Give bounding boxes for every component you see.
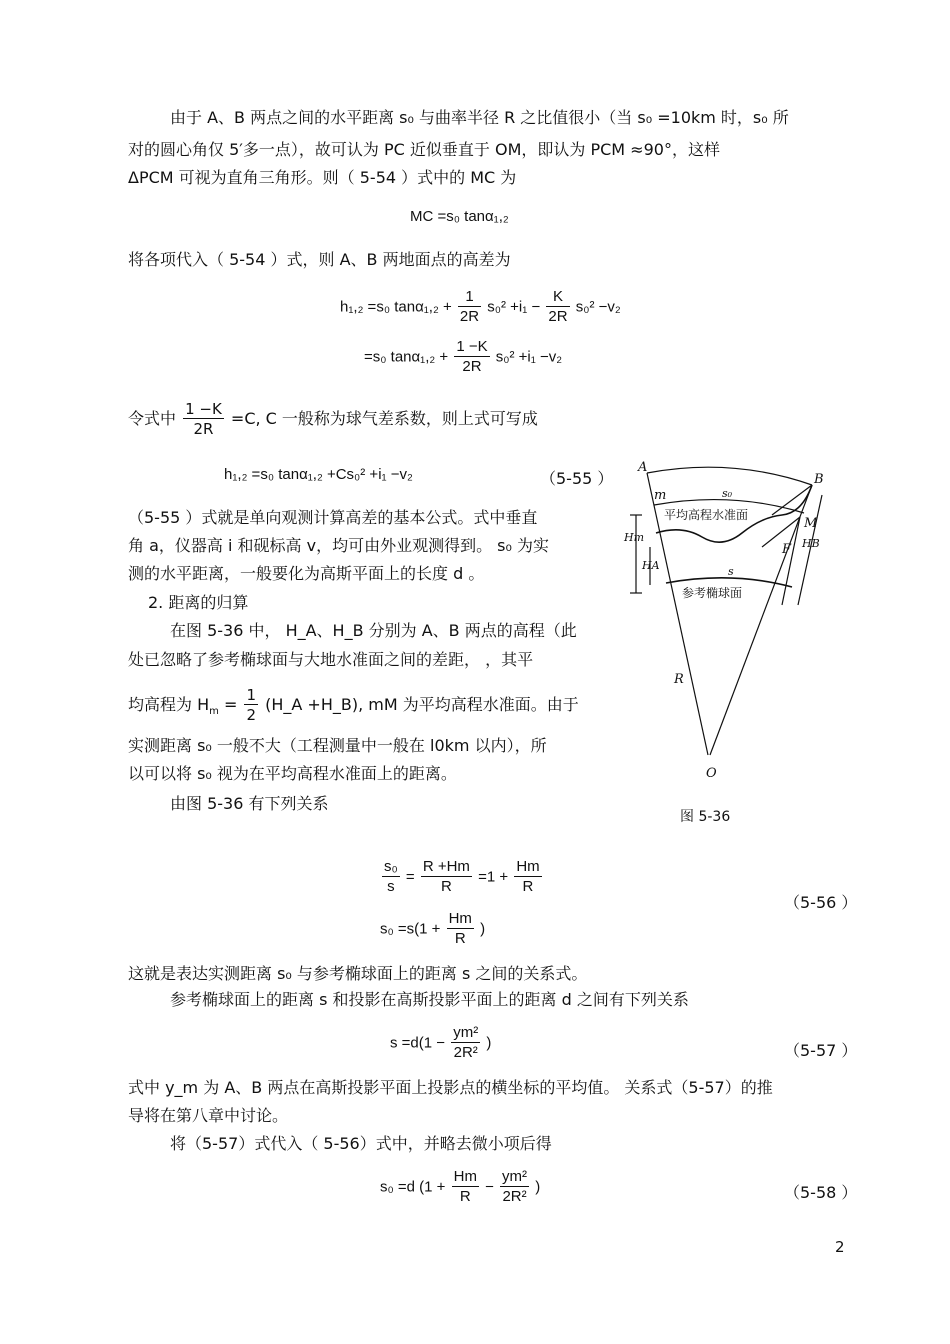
height-bar bbox=[782, 517, 800, 605]
equation-number: （5-57 ） bbox=[784, 1041, 858, 1060]
label-F: F bbox=[782, 542, 792, 557]
paragraph-line: 对的圆心角仅 5′多一点），故可认为 PC 近似垂直于 OM，即认为 PCM ≈90°，这样 bbox=[128, 140, 720, 159]
equation-h12-line1: h₁,₂ =s₀ tanα₁,₂ + $\frac{1}{2R}$ s₀² +i₁ − $\frac{K}{2R}$ s₀² −v₂ bbox=[340, 288, 621, 325]
paragraph-line: 将各项代入（ 5-54 ）式，则 A、B 两地面点的高差为 bbox=[128, 250, 511, 269]
label-M: M bbox=[804, 516, 818, 531]
paragraph-line: 以可以将 s₀ 视为在平均高程水准面上的距离。 bbox=[128, 764, 457, 783]
paragraph-line: 实测距离 s₀ 一般不大（工程测量中一般在 l0km 以内），所 bbox=[128, 736, 547, 755]
paragraph-line: 式中 y_m 为 A、B 两点在高斯投影平面上投影点的横坐标的平均值。 关系式（5-57）的推 bbox=[128, 1078, 773, 1097]
paragraph-line: （5-55 ）式就是单向观测计算高差的基本公式。式中垂直 bbox=[128, 508, 538, 527]
paragraph-line: 由图 5-36 有下列关系 bbox=[170, 794, 329, 813]
equation-number: （5-58 ） bbox=[784, 1183, 858, 1202]
equation-5-57: s =d(1 − $\frac{\text{ym²}}{\text{2R²}}$ ) bbox=[390, 1024, 492, 1061]
section-heading: 2. 距离的归算 bbox=[148, 593, 249, 612]
label-mean-surface: 平均高程水准面 bbox=[664, 508, 749, 522]
label-A: A bbox=[638, 460, 648, 475]
surface-arc bbox=[647, 467, 812, 485]
label-HB: HB bbox=[802, 537, 820, 550]
radius-right-line bbox=[710, 485, 812, 755]
paragraph-line: 导将在第八章中讨论。 bbox=[128, 1106, 289, 1125]
paragraph-line: 参考椭球面上的距离 s 和投影在高斯投影平面上的距离 d 之间有下列关系 bbox=[170, 990, 689, 1009]
paragraph-line: ΔPCM 可视为直角三角形。则（ 5-54 ）式中的 MC 为 bbox=[128, 168, 517, 187]
label-s0: s₀ bbox=[722, 487, 733, 500]
paragraph-line: 由于 A、B 两点之间的水平距离 s₀ 与曲率半径 R 之比值很小（当 s₀ =10km 时，s₀ 所 bbox=[170, 108, 789, 127]
equation-number: （5-56 ） bbox=[784, 893, 858, 912]
equation-5-55: h₁,₂ =s₀ tanα₁,₂ +Cs₀² +i₁ −v₂ bbox=[224, 466, 413, 483]
label-ellipsoid: 参考椭球面 bbox=[682, 586, 743, 600]
paragraph-line: 角 a，仪器高 i 和砚标高 v，均可由外业观测得到。 s₀ 为实 bbox=[128, 536, 549, 555]
label-m: m bbox=[654, 488, 667, 503]
paragraph-line: 将（5-57）式代入（ 5-56）式中，并略去微小项后得 bbox=[170, 1134, 552, 1153]
figure-5-36 bbox=[622, 455, 852, 795]
paragraph-line: 测的水平距离，一般要化为高斯平面上的长度 d 。 bbox=[128, 564, 485, 583]
page-number: 2 bbox=[835, 1238, 845, 1256]
equation-h12-line2: =s₀ tanα₁,₂ + $\frac{1 -K}{2R}$ s₀² +i₁ −v₂ bbox=[364, 338, 563, 375]
equation-number: （5-55 ） bbox=[540, 469, 614, 488]
equation-5-56-line2: s₀ =s(1 + $\frac{Hm}{R}$ ) bbox=[380, 910, 486, 947]
equation-5-58: s₀ =d (1 + $\frac{Hm}{R}$ − $\frac{\text{ym²}}{\text{2R²}}$ ) bbox=[380, 1168, 541, 1205]
paragraph-line: 处已忽略了参考椭球面与大地水准面之间的差距， ，其平 bbox=[128, 650, 534, 669]
paragraph-line: 这就是表达实测距离 s₀ 与参考椭球面上的距离 s 之间的关系式。 bbox=[128, 964, 588, 983]
label-R: R bbox=[674, 672, 684, 687]
figure-caption: 图 5-36 bbox=[680, 809, 731, 825]
paragraph-line: 均高程为 $H_m$ = $\frac{1}{2}$ (H_A +H_B), mM 为平均高程水准面。由于 bbox=[128, 686, 579, 724]
equation-mc: MC =s₀ tanα₁,₂ bbox=[410, 208, 509, 225]
paragraph-line: 令式中 $\frac{1 -K}{2R}$ =C, C 一般称为球气差系数，则上式可写成 bbox=[128, 400, 538, 438]
label-HA: HA bbox=[642, 559, 660, 572]
equation-5-56-line1: $\frac{\text{s₀}}{s}$ = $\frac{R +Hm}{R}$ =1 + $\frac{Hm}{R}$ bbox=[384, 858, 540, 895]
label-B: B bbox=[814, 472, 824, 487]
label-Hm: Hm bbox=[624, 531, 645, 544]
label-O: O bbox=[706, 766, 717, 781]
label-s: s bbox=[728, 565, 734, 578]
paragraph-line: 在图 5-36 中， H_A、H_B 分别为 A、B 两点的高程（此 bbox=[170, 621, 577, 640]
